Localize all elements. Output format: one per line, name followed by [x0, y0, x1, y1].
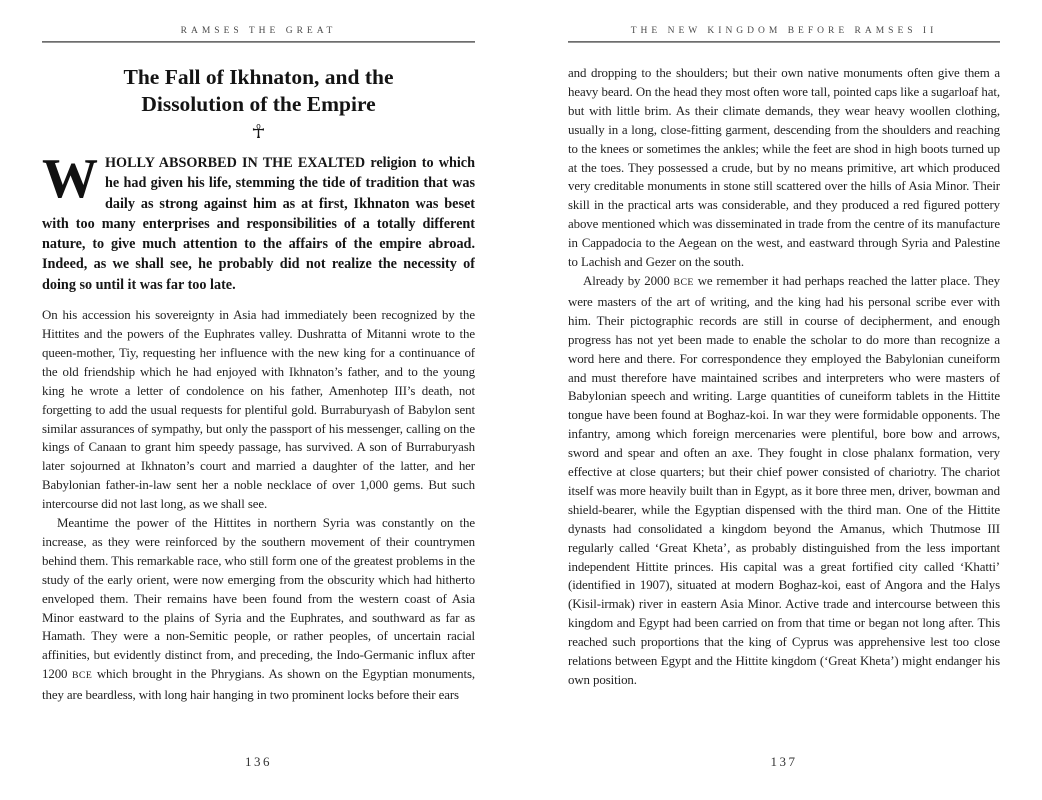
left-paragraph-1: On his accession his sovereignty in Asia had immediately been recognized by the Hittites and the powers of the Euphrates valley. Dushratta of Mitanni wrote to the queen-mother, Tiy, requesting her influence with the new king for a continuance of the old friendship which he had enjoyed with Ikhnaton’s father, and to the young king he wrote a letter of condolence on his father, Amenhotep III’s death, not forgetting to add the usual requests for plentiful gold. Burraburyash of Babylon sent similar assurances of sympathy, but only the passport of his messenger, calling on the kings of Canaan to grant him speedy passage, has survived. A son of Burraburyash later sojourned at Ikhnaton’s court and married a daughter of the latter, and her Babylonian father-in-law sent her a noble necklace of over 1,000 gems. But such intercourse did not last long, as we shall see.: [42, 308, 475, 512]
right-page-content: [568, 64, 1000, 752]
drop-cap: W: [42, 148, 98, 210]
chapter-title-line1: The Fall of Ikhnaton, and the: [123, 65, 394, 89]
intro-rest-text: religion to which he had given his life, stemming the tide of tradition that was daily as strong against him as at first, Ikhnaton was beset with too many enterprises and responsibilities of a totally different nature, to give much attention to the affairs of the empire abroad. Indeed, as we shall see, he probably did not realize the necessity of doing so until it was far too late.: [42, 155, 475, 293]
page-number-right: 137: [770, 754, 798, 769]
chapter-title-line2: Dissolution of the Empire: [141, 92, 376, 116]
ankh-icon: ☥: [251, 122, 266, 143]
running-head-right: THE NEW KINGDOM BEFORE RAMSES II: [630, 26, 938, 36]
left-page: [42, 0, 475, 800]
intro-paragraph: [42, 148, 475, 295]
right-paragraph-2-text-b: we remember it had perhaps reached the latter place. They were masters of the art of writing, and the king had his personal scribe ever with him. Their pictographic records are still in course of decipherment, and enough progress has not yet been made to enable the scholar to do more than recognize a word here and there. For correspondence they employed the Babylonian cuneiform and must therefore have maintained scribes and interpreters who were masters of Babylonian speech and writing. Large quantities of cuneiform tablets in the Hittite tongue have been found at Boghaz-koi. In war they were formidable opponents. The infantry, among which foreign mercenaries were plentiful, bore bow and arrows, sword and spear and often an axe. They fought in close phalanx formation, very effective at close quarters; but their chief power consisted of chariotry. The chariot itself was more heavily built than in Egypt, as it bore three men, driver, bowman and shield-bearer, while the Egyptian dispensed with the third man. One of the Hittite dynasts had consolidated a kingdom beyond the Amanus, which Thutmose III regularly called ‘Great Kheta’, as probably distinguished from the less important independent Hittite princes. His capital was a great fortified city called ‘Khatti’ (identified in 1907), situated at modern Boghaz-koi, east of Angora and the Halys (Kisil-irmak) river in eastern Asia Minor. Active trade and intercourse between this kingdom and Egypt had been carried on from that time or began not long after. This reached such proportions that the king of Cyprus was apprehensive lest too close relations between Egypt and the Hittite kingdom (‘Great Kheta’) might endanger his own position.: [568, 273, 1000, 687]
page-number-left: 136: [245, 754, 272, 769]
right-page: [568, 0, 1000, 800]
header-rule-right: [568, 41, 1000, 43]
running-head-left: RAMSES THE GREAT: [180, 26, 337, 36]
left-paragraph-2-text-a: Meantime the power of the Hittites in northern Syria was constantly on the increase, as they were reinforced by the southern movement of their countrymen behind them. This remarkable race, who still form one of the greatest problems in the study of the early orient, were now emerging from the obscurity which had hitherto enveloped them. Their remains have been found from the western coast of Asia Minor eastward to the plains of Syria and the Euphrates, and southward as far as Hamath. They were a non-Semitic people, or rather peoples, of uncertain racial affinities, but evidently distinct from, and preceding, the Indo-Germanic influx after 1200: [42, 516, 475, 682]
right-paragraph-1: and dropping to the shoulders; but their own native monuments often give them a heavy beard. On the head they most often wore tall, pointed caps like a sugarloaf hat, but with little brim. As their climate demands, they wear heavy woollen clothing, usually in a long, close-fitting garment, descending from the shoulders and reaching to the knees or sometimes the ankles; while the feet are shod in high boots turned up at the toes. They possessed a crude, but by no means primitive, art which produced very creditable monuments in stone still scattered over the hills of Asia Minor. Their skill in the practical arts was considerable, and they produced a red figured pottery above mentioned which was disseminated in trade from the centre of its manufacture in Cappadocia to the Aegean on the west, and eastward through Syria and Palestine to Lachish and Gezer on the south.: [568, 66, 1000, 270]
bce-smallcaps-right: BCE: [673, 276, 694, 288]
left-paragraph-2: [42, 514, 475, 705]
intro-caps-text: HOLLY ABSORBED IN THE EXALTED: [105, 155, 366, 171]
left-page-content: [42, 58, 475, 746]
chapter-title: [42, 64, 475, 118]
right-paragraph-2: [568, 272, 1000, 690]
header-rule-left: [42, 41, 475, 43]
bce-smallcaps-left: BCE: [71, 670, 93, 682]
right-paragraph-2-text-a: Already by 2000: [583, 273, 674, 288]
left-paragraph-2-text-b: which brought in the Phrygians. As shown on the Egyptian monuments, they are beardless, with long hair hanging in two prominent locks before their ears: [42, 667, 475, 703]
